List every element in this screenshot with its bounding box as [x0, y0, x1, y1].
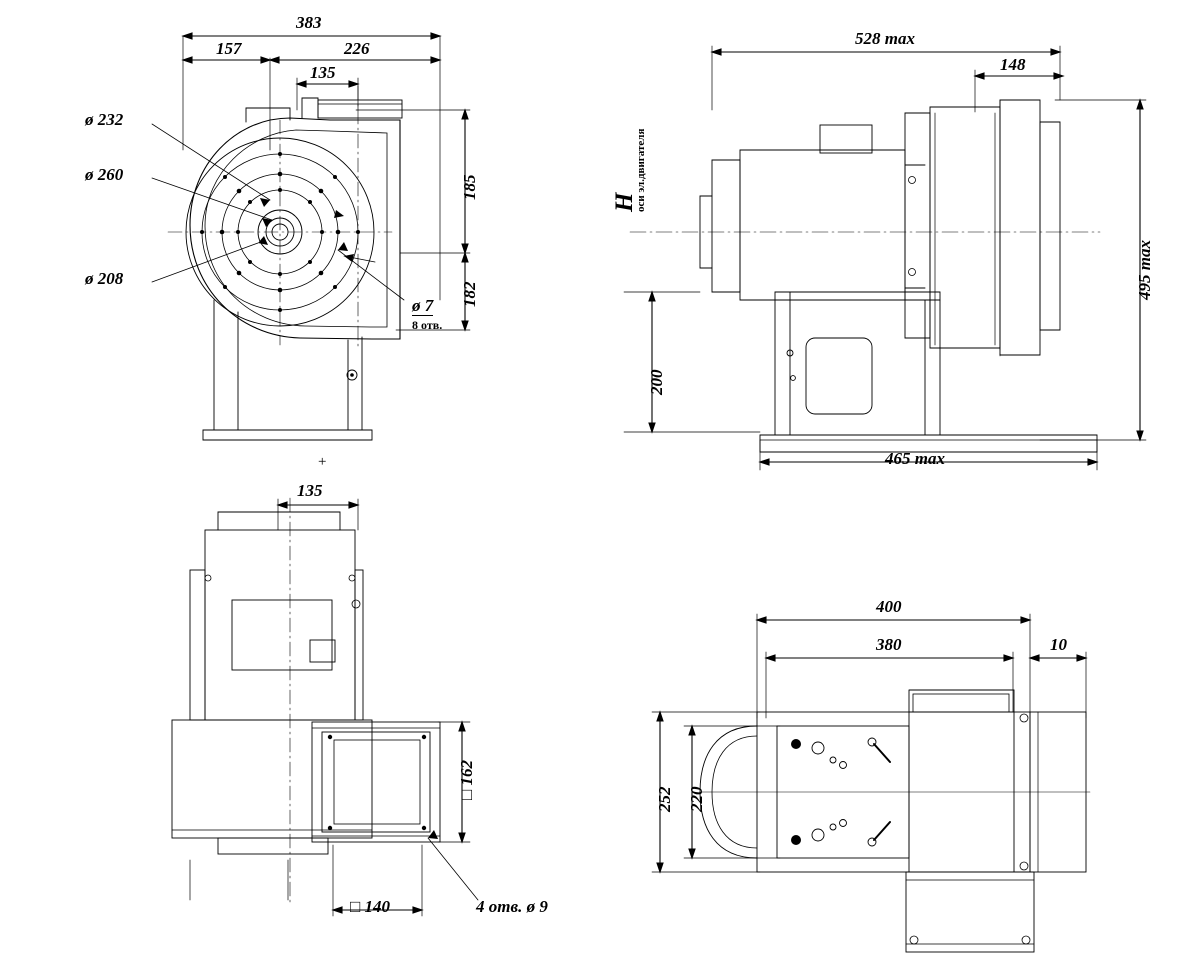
dim-135-b: 135 [297, 481, 323, 500]
dim-383: 383 [296, 13, 322, 32]
dim-200: 200 [647, 369, 666, 395]
callout-dia-7: ø 7 [412, 296, 434, 315]
dim-185: 185 [460, 174, 479, 200]
callout-dia-260: ø 260 [85, 165, 124, 184]
dim-465max: 465 max [885, 449, 945, 468]
front-view-geometry [152, 33, 470, 440]
dim-400: 400 [876, 597, 902, 616]
dim-140: □ 140 [350, 897, 391, 916]
dim-220: 220 [687, 786, 706, 812]
dim-495max: 495 max [1135, 240, 1154, 300]
side-view-geometry [624, 46, 1146, 470]
callout-H: H [611, 192, 638, 212]
dim-380: 380 [876, 635, 902, 654]
dim-226: 226 [344, 39, 370, 58]
center-cross-mark: + [318, 454, 327, 470]
bottom-left-view-geometry [172, 498, 478, 916]
callout-dia-232: ø 232 [85, 110, 124, 129]
dim-162: □ 162 [457, 759, 476, 800]
bottom-right-view-geometry [652, 614, 1090, 952]
dim-182: 182 [460, 281, 479, 307]
callout-4-holes-9: 4 отв. ø 9 [476, 897, 548, 916]
dim-10: 10 [1050, 635, 1067, 654]
dim-157: 157 [216, 39, 242, 58]
dim-148: 148 [1000, 55, 1026, 74]
dim-252: 252 [655, 786, 674, 812]
dim-135: 135 [310, 63, 336, 82]
callout-dia-208: ø 208 [85, 269, 124, 288]
callout-H-note: оси эл.двигателя [635, 128, 647, 212]
callout-dia-7-note: 8 отв. [412, 318, 443, 332]
dim-528max: 528 max [855, 29, 915, 48]
